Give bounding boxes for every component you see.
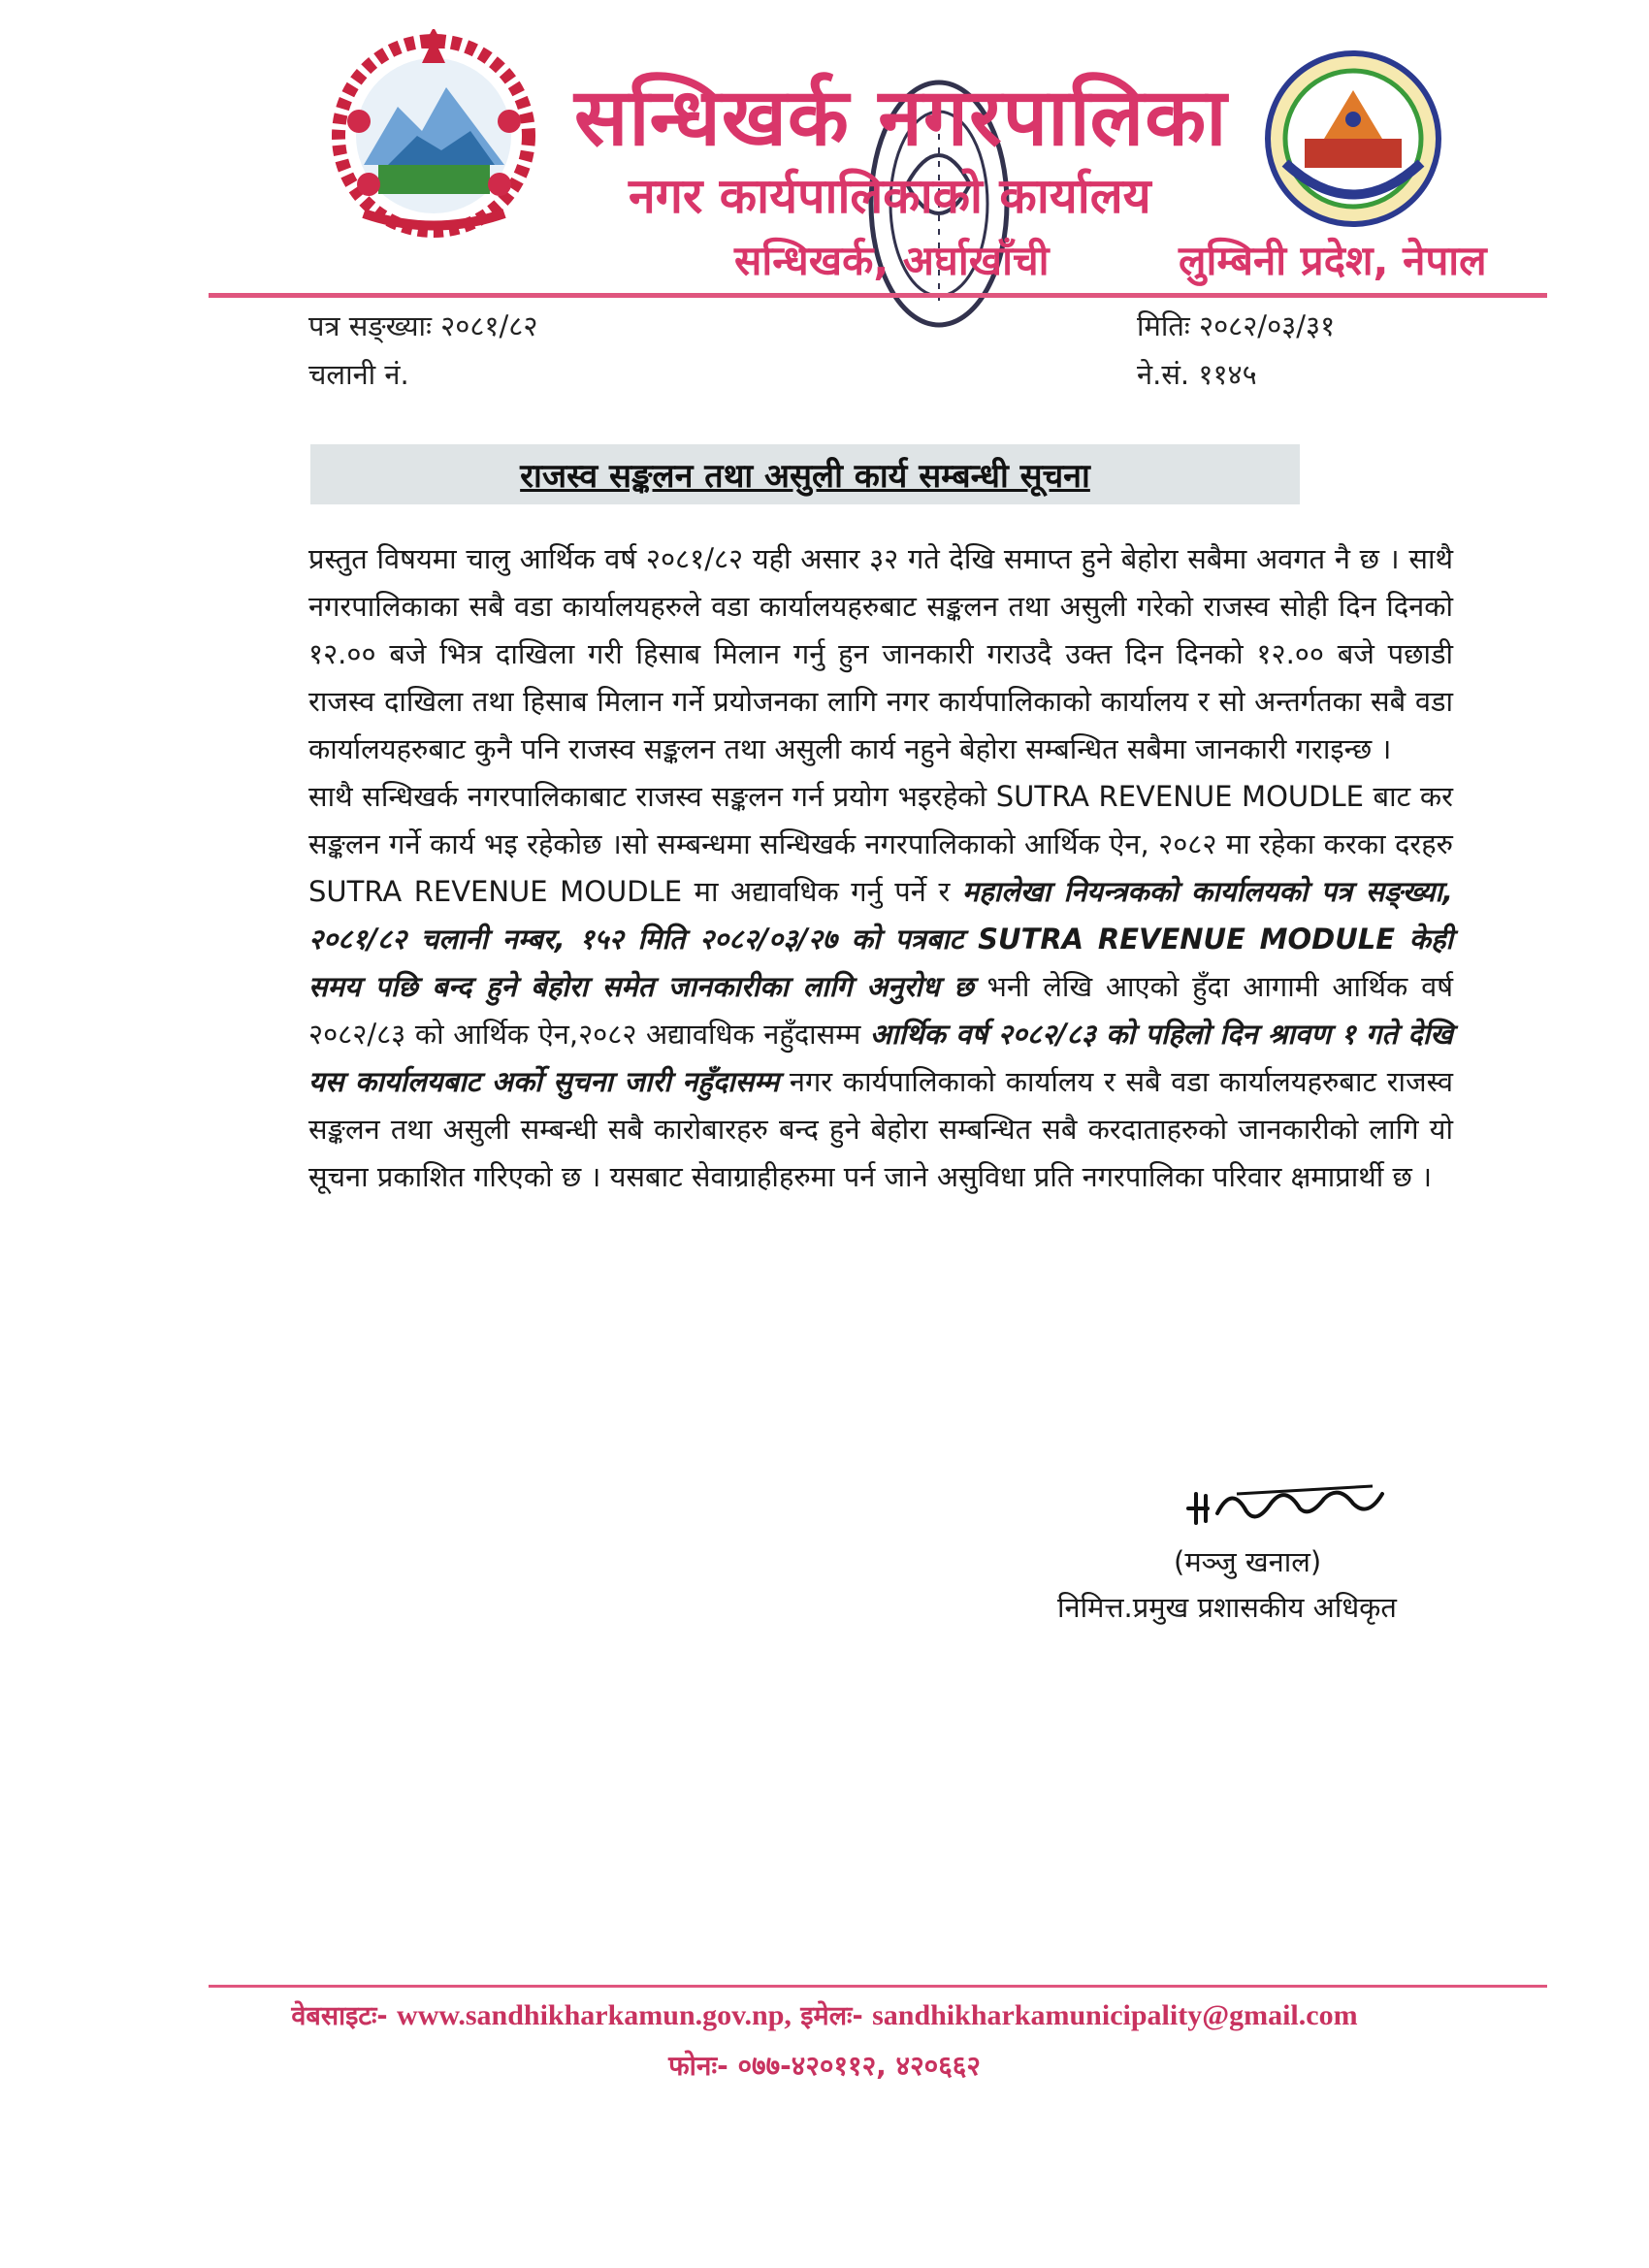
org-address: सन्धिखर्क, अर्घाखाँची: [734, 237, 1050, 284]
header-divider: [209, 293, 1547, 298]
email-link[interactable]: sandhikharkamunicipality@gmail.com: [872, 1999, 1358, 2031]
footer-phone-line: फोनः- ०७७-४२०११२, ४२०६६२: [668, 2050, 981, 2082]
website-link[interactable]: www.sandhikharkamun.gov.np,: [397, 1999, 792, 2031]
body-emphasis-1: महालेखा नियन्त्रकको कार्यालयको पत्र सङ्ख्या, २०८१/८२ चलानी नम्बर, १५२ मिति २०८२/०३/२७ को पत्रबाट SUTRA REVENUE MODULE केही समय पछि बन्द हुने बेहोरा समेत जानकारीका लागि अनुरोध छ: [308, 875, 1453, 1003]
dispatch-number: चलानी नं.: [308, 358, 409, 391]
subject-title: राजस्व सङ्कलन तथा असुली कार्य सम्बन्धी सूचना: [520, 457, 1090, 496]
footer-divider: [209, 1985, 1547, 1988]
org-province: लुम्बिनी प्रदेश, नेपाल: [1179, 237, 1487, 284]
phone-number: ०७७-४२०११२, ४२०६६२: [737, 2050, 981, 2082]
body-paragraph-2: साथै सन्धिखर्क नगरपालिकाबाट राजस्व सङ्कलन गर्न प्रयोग भइरहेको SUTRA REVENUE MOUDLE बाट कर सङ्कलन गर्ने कार्य भइ रहेकोछ ।सो सम्बन्धमा सन्धिखर्क नगरपालिकाको आर्थिक ऐन, २०८२ मा रहेका करका दरहरु SUTRA REVENUE MOUDLE मा अद्यावधिक गर्नु पर्ने र महालेखा नियन्त्रकको कार्यालयको पत्र सङ्ख्या, २०८१/८२ चलानी नम्बर, १५२ मिति २०८२/०३/२७ को पत्रबाट SUTRA REVENUE MODULE केही समय पछि बन्द हुने बेहोरा समेत जानकारीका लागि अनुरोध छ भनी लेखि आएको हुँदा आगामी आर्थिक वर्ष २०८२/८३ को आर्थिक ऐन,२०८२ अद्यावधिक नहुँदासम्म आर्थिक वर्ष २०८२/८३ को पहिलो दिन श्रावण १ गते देखि यस कार्यालयबाट अर्को सुचना जारी नहुँदासम्म नगर कार्यपालिकाको कार्यालय र सबै वडा कार्यालयहरुबाट राजस्व सङ्कलन तथा असुली सम्बन्धी सबै कारोबारहरु बन्द हुने बेहोरा सम्बन्धित सबै करदाताहरुको जानकारीको लागि यो सूचना प्रकाशित गरिएको छ । यसबाट सेवाग्राहीहरुमा पर्न जाने असुविधा प्रति नगरपालिका परिवार क्षमाप्रार्थी छ ।: [308, 780, 1453, 1193]
handwritten-signature: [1179, 1465, 1392, 1542]
signatory-name: (मञ्जु खनाल): [1174, 1545, 1322, 1578]
nepal-sambat-date: ने.सं. ११४५: [1137, 358, 1257, 391]
letter-date: मितिः २०८२/०३/३१: [1137, 309, 1336, 342]
municipality-logo-icon: [1261, 47, 1445, 231]
letter-number: पत्र सङ्ख्याः २०८१/८२: [308, 309, 538, 342]
nepal-emblem-icon: [330, 29, 538, 238]
org-office: नगर कार्यपालिकाको कार्यालय: [629, 168, 1151, 224]
org-title: सन्धिखर्क नगरपालिका: [574, 72, 1228, 164]
footer-contact-line: वेबसाइटः- www.sandhikharkamun.gov.np, इमेलः- sandhikharkamunicipality@gmail.com: [291, 1999, 1358, 2031]
body-paragraph-1: प्रस्तुत विषयमा चालु आर्थिक वर्ष २०८१/८२ यही असार ३२ गते देखि समाप्त हुने बेहोरा सबैमा अवगत नै छ । साथै नगरपालिकाका सबै वडा कार्यालयहरुले वडा कार्यालयहरुबाट सङ्कलन तथा असुली गरेको राजस्व सोही दिन दिनको १२.०० बजे भित्र दाखिला गरी हिसाब मिलान गर्नु हुन जानकारी गराउदै उक्त दिन दिनको १२.०० बजे पछाडी राजस्व दाखिला तथा हिसाब मिलान गर्ने प्रयोजनका लागि नगर कार्यपालिकाको कार्यालय र सो अन्तर्गतका सबै वडा कार्यालयहरुबाट कुनै पनि राजस्व सङ्कलन तथा असुली कार्य नहुने बेहोरा सम्बन्धित सबैमा जानकारी गराइन्छ ।: [308, 542, 1453, 765]
subject-banner: [310, 444, 1300, 504]
signatory-title: निमित्त.प्रमुख प्रशासकीय अधिकृत: [1057, 1591, 1397, 1624]
notice-body: [308, 535, 1453, 1201]
body-emphasis-2: आर्थिक वर्ष २०८२/८३ को पहिलो दिन श्रावण १ गते देखि यस कार्यालयबाट अर्को सुचना जारी नहुँदासम्म: [308, 1018, 1453, 1098]
